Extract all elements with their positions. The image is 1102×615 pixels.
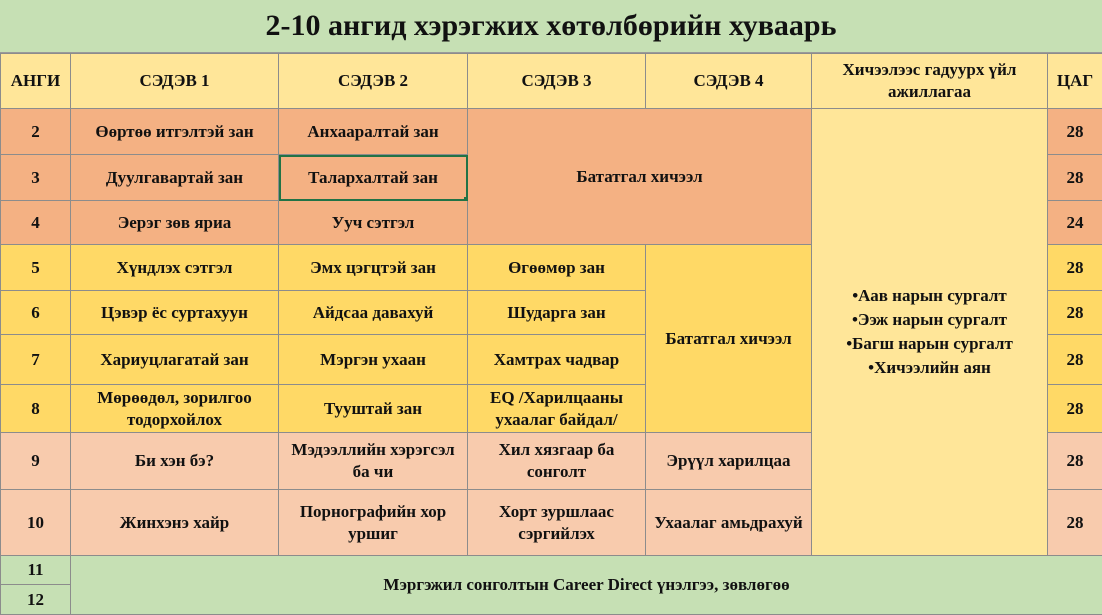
hours-cell[interactable]: 28 bbox=[1048, 291, 1102, 335]
topic4-cell[interactable]: Эрүүл харилцаа bbox=[646, 433, 812, 490]
topic3-cell[interactable]: Хорт зуршлаас сэргийлэх bbox=[468, 490, 646, 556]
grade-cell[interactable]: 3 bbox=[1, 155, 71, 201]
topic3-cell[interactable]: EQ /Харилцааны ухаалаг байдал/ bbox=[468, 385, 646, 433]
topic3-cell[interactable]: Хамтрах чадвар bbox=[468, 335, 646, 385]
topic3-cell[interactable]: Хил хязгаар ба сонголт bbox=[468, 433, 646, 490]
topic1-cell[interactable]: Дуулгавартай зан bbox=[71, 155, 279, 201]
topic4-cell[interactable]: Ухаалаг амьдрахуй bbox=[646, 490, 812, 556]
topic2-cell[interactable]: Мэдээллийн хэрэгсэл ба чи bbox=[279, 433, 468, 490]
activity-item: •Аав нарын сургалт bbox=[852, 286, 1007, 305]
topic1-cell[interactable]: Цэвэр ёс суртахуун bbox=[71, 291, 279, 335]
header-row bbox=[1, 54, 1102, 109]
header-topic-3[interactable]: СЭДЭВ 3 bbox=[468, 54, 646, 109]
topic2-cell[interactable]: Ууч сэтгэл bbox=[279, 201, 468, 245]
activity-item: •Багш нарын сургалт bbox=[846, 334, 1013, 353]
grade-cell[interactable]: 9 bbox=[1, 433, 71, 490]
review-lesson-cell[interactable]: Бататгал хичээл bbox=[646, 245, 812, 433]
grade-cell[interactable]: 5 bbox=[1, 245, 71, 291]
table-row bbox=[1, 109, 1102, 155]
grade-cell[interactable]: 12 bbox=[1, 585, 71, 615]
hours-cell[interactable]: 28 bbox=[1048, 385, 1102, 433]
grade-cell[interactable]: 8 bbox=[1, 385, 71, 433]
topic2-cell[interactable]: Айдсаа давахуй bbox=[279, 291, 468, 335]
hours-cell[interactable]: 28 bbox=[1048, 433, 1102, 490]
grade-cell[interactable]: 4 bbox=[1, 201, 71, 245]
topic2-cell[interactable]: Тууштай зан bbox=[279, 385, 468, 433]
header-extracurricular[interactable]: Хичээлээс гадуурх үйл ажиллагаа bbox=[812, 54, 1048, 109]
topic2-cell[interactable]: Эмх цэгцтэй зан bbox=[279, 245, 468, 291]
topic2-cell-selected[interactable]: Талархалтай зан bbox=[279, 155, 468, 201]
grade-cell[interactable]: 7 bbox=[1, 335, 71, 385]
topic1-cell[interactable]: Мөрөөдөл, зорилгоо тодорхойлох bbox=[71, 385, 279, 433]
grade-cell[interactable]: 11 bbox=[1, 556, 71, 585]
activity-item: •Ээж нарын сургалт bbox=[851, 310, 1008, 329]
topic1-cell[interactable]: Хүндлэх сэтгэл bbox=[71, 245, 279, 291]
hours-cell[interactable]: 28 bbox=[1048, 109, 1102, 155]
header-topic-4[interactable]: СЭДЭВ 4 bbox=[646, 54, 812, 109]
hours-cell[interactable]: 28 bbox=[1048, 335, 1102, 385]
topic2-cell[interactable]: Анхааралтай зан bbox=[279, 109, 468, 155]
header-hours[interactable]: ЦАГ bbox=[1048, 54, 1102, 109]
review-lesson-cell[interactable]: Бататгал хичээл bbox=[468, 109, 812, 245]
schedule-table bbox=[0, 53, 1102, 615]
grade-cell[interactable]: 2 bbox=[1, 109, 71, 155]
grade-cell[interactable]: 10 bbox=[1, 490, 71, 556]
topic1-cell[interactable]: Би хэн бэ? bbox=[71, 433, 279, 490]
topic2-cell[interactable]: Мэргэн ухаан bbox=[279, 335, 468, 385]
header-grade[interactable]: АНГИ bbox=[1, 54, 71, 109]
topic1-cell[interactable]: Өөртөө итгэлтэй зан bbox=[71, 109, 279, 155]
topic1-cell[interactable]: Жинхэнэ хайр bbox=[71, 490, 279, 556]
header-topic-1[interactable]: СЭДЭВ 1 bbox=[71, 54, 279, 109]
topic1-cell[interactable]: Эерэг зөв яриа bbox=[71, 201, 279, 245]
topic1-cell[interactable]: Хариуцлагатай зан bbox=[71, 335, 279, 385]
hours-cell[interactable]: 28 bbox=[1048, 155, 1102, 201]
topic3-cell[interactable]: Өгөөмөр зан bbox=[468, 245, 646, 291]
topic3-cell[interactable]: Шударга зан bbox=[468, 291, 646, 335]
extracurricular-cell[interactable] bbox=[812, 109, 1048, 556]
topic2-cell[interactable]: Порнографийн хор уршиг bbox=[279, 490, 468, 556]
hours-cell[interactable]: 28 bbox=[1048, 245, 1102, 291]
sheet-title[interactable]: 2-10 ангид хэрэгжих хөтөлбөрийн хуваарь bbox=[0, 0, 1102, 53]
hours-cell[interactable]: 24 bbox=[1048, 201, 1102, 245]
table-row bbox=[1, 556, 1102, 585]
career-direct-cell[interactable]: Мэргэжил сонголтын Career Direct үнэлгээ, зөвлөгөө bbox=[71, 556, 1102, 615]
hours-cell[interactable]: 28 bbox=[1048, 490, 1102, 556]
header-topic-2[interactable]: СЭДЭВ 2 bbox=[279, 54, 468, 109]
activity-item: •Хичээлийн аян bbox=[868, 358, 991, 377]
grade-cell[interactable]: 6 bbox=[1, 291, 71, 335]
